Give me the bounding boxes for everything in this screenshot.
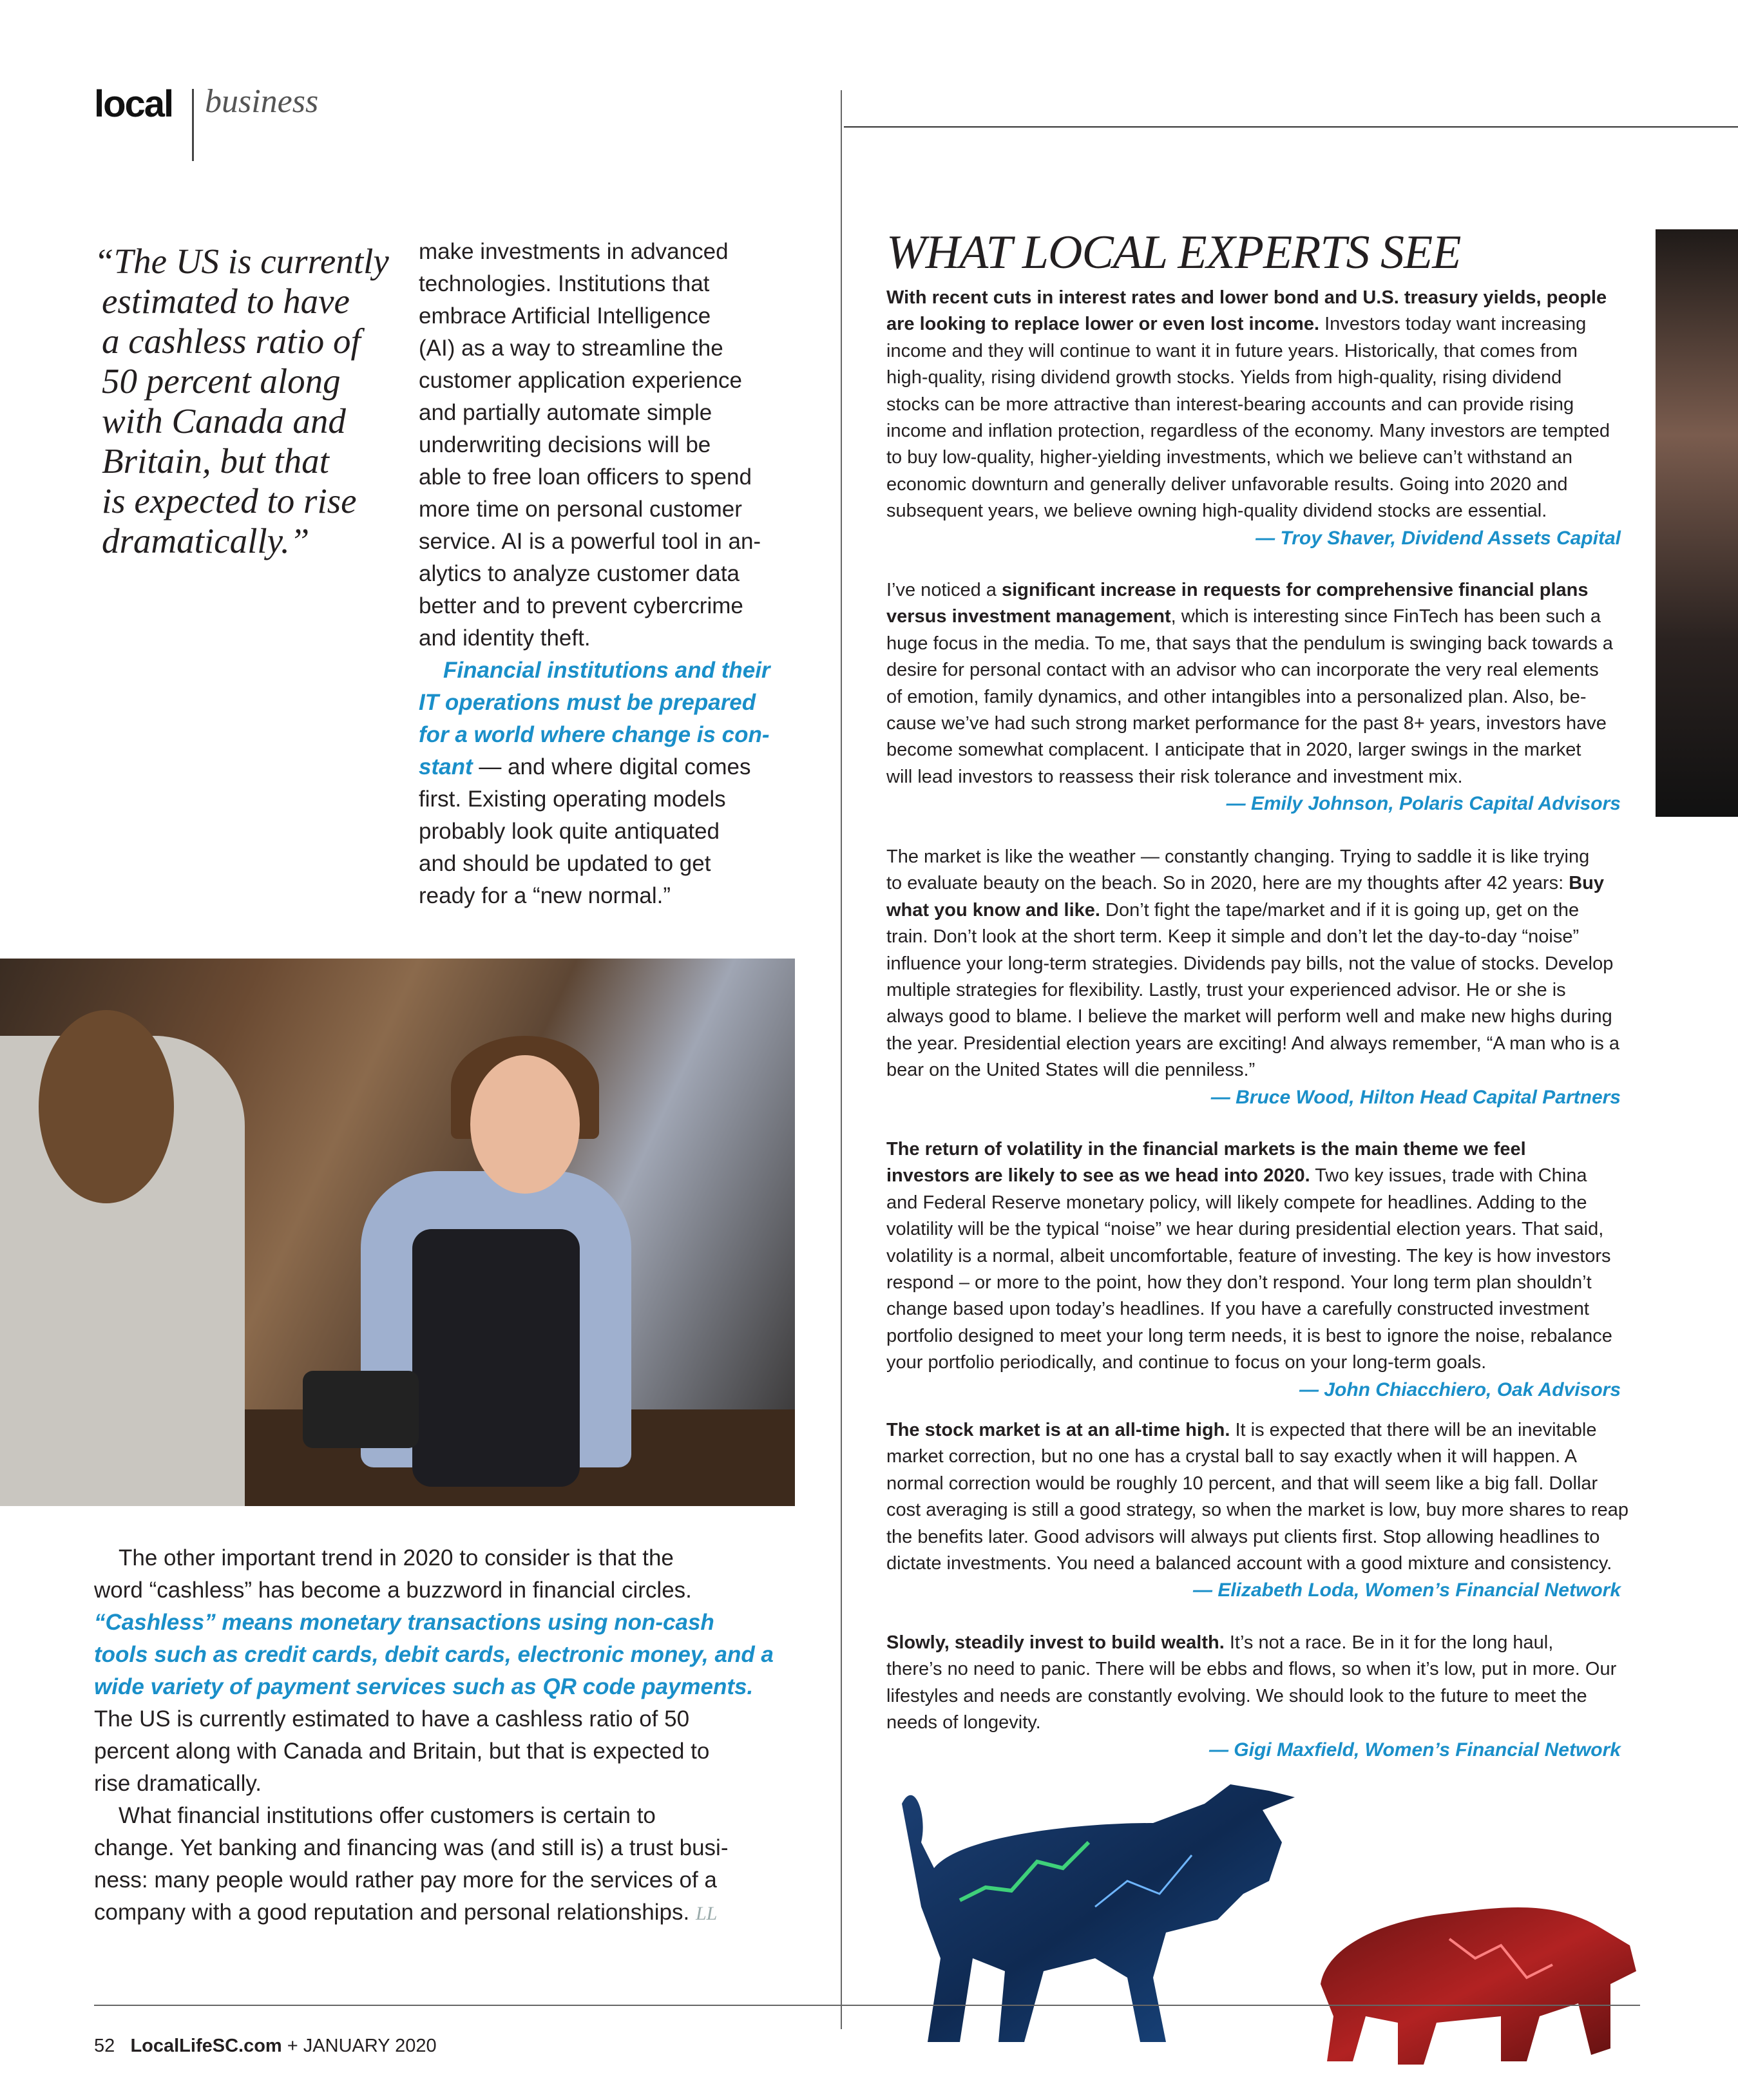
body-line: more time on personal customer [419,497,742,522]
sidebar-headline: WHAT LOCAL EXPERTS SEE [886,226,1461,279]
expert-attribution: — Troy Shaver, Dividend Assets Capital [1256,527,1621,549]
body-line: ready for a “new normal.” [419,883,671,908]
expert-quote-2: I’ve noticed a significant increase in requests for comprehensive financial plans versus investment management, which is interesting since FinTech has been such a huge focus in the media. To me, that says that the pendulum is swinging back towards a desire for personal contact with an advisor who can incorporate the very real elements of emotion, family dynamics, and other intangibles into a personalized plan. Also, be- cause we’ve had such strong market performance for the past 8+ years, investors have become somewhat complacent. I anticipate that in 2020, larger swings in the market will lead investors to reassess their risk tolerance and investment mix. — Emily Johnson, Polaris Capital Advisors [886,577,1621,817]
section-title: business [205,83,319,120]
expert-quote-5: The stock market is at an all-time high. It is expected that there will be an inevitable market correction, but no one has a crystal ball to say exactly when it will happen. A normal correction would be roughly 10 percent, and that will seem like a big fall. Dollar cost averaging is still a good strategy, so when the market is low, buy more shares to reap the benefits later. Good advisors will always put clients first. Stop allowing headlines to dictate investments. You need a balanced account with a good mixture and consistency. — Elizabeth Loda, Women’s Financial Network [886,1417,1621,1604]
body-line: probably look quite antiquated [419,819,720,844]
issue-date: JANUARY 2020 [303,2036,437,2056]
highlight-line: Financial institutions and their [443,658,770,683]
pull-quote-line: dramatically.” [102,521,310,560]
pull-quote-line: Britain, but that [102,441,329,481]
body-line: underwriting decisions will be [419,432,711,457]
body-line: able to free loan officers to spend [419,464,752,490]
highlight-line: “Cashless” means monetary transactions using non-cash [94,1610,714,1635]
edge-photo [1656,229,1738,817]
expert-attribution: — John Chiacchiero, Oak Advisors [1299,1379,1621,1400]
footer-rule [94,2005,1640,2006]
pull-quote-line: “The US is currently [94,242,389,281]
highlight-line: tools such as credit cards, debit cards, electronic money, and a [94,1642,774,1667]
body-line: technologies. Institutions that [419,271,710,296]
body-line: and should be updated to get [419,851,711,876]
page-footer [94,2036,437,2057]
pull-quote-line: 50 percent along [102,361,341,401]
body-line: and partially automate simple [419,400,712,425]
body-line: alytics to analyze customer data [419,561,740,586]
expert-quote-6: Slowly, steadily invest to build wealth. It’s not a race. Be in it for the long haul, there’s no need to panic. There will be ebbs and flows, so when it’s low, put in more. Our lifestyles and needs are constantly evolving. We should look to the future to meet the needs of longevity. — Gigi Maxfield, Women’s Financial Network [886,1630,1621,1763]
expert-quote-4: The return of volatility in the financial markets is the main theme we feel investors are likely to see as we head into 2020. Two key issues, trade with China and Federal Reserve monetary policy, will likely compete for headlines. Adding to the volatility will be the typical “noise” we hear during presidential election years. That said, volatility is a normal, albeit uncomfortable, feature of investing. The key is how investors respond – or more to the point, how they don’t respond. Your long term plan shouldn’t change based upon today’s headlines. If you have a carefully constructed investment portfolio designed to meet your long term needs, it is best to ignore the noise, rebalance your portfolio periodically, and continue to focus on your long-term goals. — John Chiacchiero, Oak Advisors [886,1136,1621,1403]
body-line: percent along with Canada and Britain, but that is expected to [94,1739,710,1764]
body-line: and identity theft. [419,625,591,651]
pull-quote-line: a cashless ratio of [102,321,361,361]
body-line: embrace Artificial Intelligence [419,303,711,329]
pull-quote [94,242,389,561]
expert-quote-1: With recent cuts in interest rates and lower bond and U.S. treasury yields, people are looking to replace lower or even lost income. Investors today want increasing income and they will continue to want it in future years. Historically, that comes from high-quality, rising dividend growth stocks. Yields from high-quality, rising dividend stocks can be more attractive than interest-bearing accounts and can provide rising income and inflation protection, regardless of the economy. Many investors are tempted to buy low-quality, higher-yielding investments, which we believe can’t withstand an economic downturn and generally deliver unfavorable results. Going into 2020 and subsequent years, we believe owning high-quality dividend stocks are essential. — Troy Shaver, Dividend Assets Capital [886,285,1621,551]
expert-attribution: — Gigi Maxfield, Women’s Financial Network [1208,1739,1621,1761]
article-body-top [419,236,805,912]
body-line: better and to prevent cybercrime [419,593,743,618]
site-name: LocalLifeSC.com [130,2036,282,2056]
body-line: ness: many people would rather pay more for the services of a [94,1867,717,1893]
header-divider [192,89,194,161]
body-line: word “cashless” has become a buzzword in financial circles. [94,1578,692,1603]
article-body-bottom [94,1542,816,1930]
footer-separator: + [287,2036,298,2056]
body-line: The US is currently estimated to have a cashless ratio of 50 [94,1706,690,1732]
page-number: 52 [94,2036,115,2056]
highlight-line: IT operations must be prepared [419,690,756,715]
column-divider [841,90,842,2029]
body-line: make investments in advanced [419,239,729,264]
body-line: The other important trend in 2020 to consider is that the [119,1545,674,1570]
body-line: — and where digital comes [472,754,751,779]
pull-quote-line: with Canada and [102,401,346,441]
highlight-line: stant [419,754,473,779]
expert-quote-3: The market is like the weather — constantly changing. Trying to saddle it is like trying to evaluate beauty on the beach. So in 2020, here are my thoughts after 42 years: Buy what you know and like. Don’t fight the tape/market and if it is going up, get on the train. Don’t look at the short term. Keep it simple and don’t let the day-to-day “noise” influence your long-term strategies. Dividends pay bills, not the value of stocks. Develop multiple strategies for flexibility. Lastly, trust your experienced advisor. He or she is always good to blame. I believe the market will perform well and make new highs during the year. Presidential election years are exciting! And always remember, “A man who is a bear on the United States will die penniless.” — Bruce Wood, Hilton Head Capital Partners [886,844,1621,1111]
highlight-line: wide variety of payment services such as QR code payments. [94,1674,754,1699]
bull-illustration [883,1765,1346,2055]
highlight-line: for a world where change is con- [419,722,770,747]
bear-illustration [1308,1887,1643,2074]
body-line: change. Yet banking and financing was (and still is) a trust busi- [94,1835,729,1860]
body-line: What financial institutions offer customers is certain to [119,1803,656,1828]
end-mark: LL [695,1903,718,1924]
body-line: first. Existing operating models [419,787,726,812]
expert-attribution: — Bruce Wood, Hilton Head Capital Partners [1210,1086,1621,1108]
header-rule [844,126,1738,128]
expert-attribution: — Elizabeth Loda, Women’s Financial Network [1192,1580,1621,1601]
body-line: service. AI is a powerful tool in an- [419,529,761,554]
pull-quote-line: is expected to rise [102,481,357,520]
expert-attribution: — Emily Johnson, Polaris Capital Advisors [1226,793,1621,815]
body-line: company with a good reputation and personal relationships. [94,1900,690,1925]
body-line: customer application experience [419,368,742,393]
pull-quote-line: estimated to have [102,282,350,321]
body-line: (AI) as a way to streamline the [419,336,723,361]
magazine-logo: local [94,83,173,125]
body-line: rise dramatically. [94,1771,262,1796]
barista-photo [0,959,795,1506]
